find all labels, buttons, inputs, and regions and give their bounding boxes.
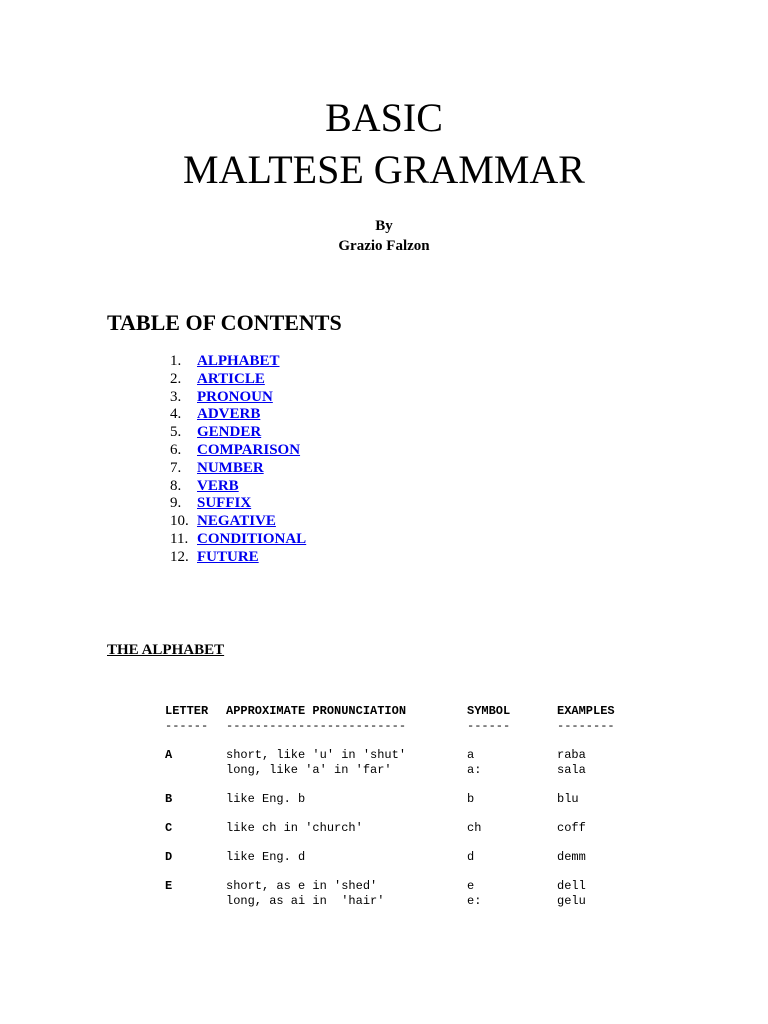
table-header-row: [165, 704, 615, 719]
underline-letter: ------: [165, 719, 209, 733]
toc-number: 1.: [170, 353, 182, 369]
table-row: [165, 792, 579, 807]
cell-pronunciation: like Eng. d: [226, 850, 306, 864]
toc-link-pronoun[interactable]: PRONOUN: [197, 388, 273, 405]
alphabet-table: [165, 704, 615, 909]
table-row: [165, 748, 586, 763]
table-row: [165, 879, 586, 894]
toc-number: 9.: [170, 495, 182, 512]
cell-pronunciation: long, like 'a' in 'far': [226, 763, 392, 777]
header-pronunciation: APPROXIMATE PRONUNCIATION: [226, 704, 407, 718]
toc-item: [170, 442, 306, 460]
cell-letter: C: [165, 821, 173, 835]
underline-examples: --------: [557, 719, 615, 733]
table-header-underline: [165, 719, 615, 734]
toc-link-alphabet[interactable]: ALPHABET: [197, 353, 280, 369]
cell-pronunciation: short, like 'u' in 'shut': [226, 748, 407, 762]
document-title: [0, 92, 768, 196]
toc-number: 3.: [170, 388, 182, 405]
underline-symbol: ------: [467, 719, 511, 733]
cell-letter: B: [165, 792, 173, 806]
cell-symbol: a:: [467, 763, 482, 777]
title-line-2: MALTESE GRAMMAR: [183, 147, 585, 192]
header-symbol: SYMBOL: [467, 704, 511, 718]
toc-link-number[interactable]: NUMBER: [197, 459, 264, 476]
header-letter: LETTER: [165, 704, 209, 718]
table-row: [165, 894, 586, 909]
toc-item: [170, 495, 306, 513]
toc-item: [170, 478, 306, 496]
toc-item: [170, 353, 306, 371]
toc-number: 12.: [170, 548, 189, 565]
cell-letter: D: [165, 850, 173, 864]
toc-number: 6.: [170, 441, 182, 458]
toc-link-comparison[interactable]: COMPARISON: [197, 441, 301, 458]
cell-symbol: a: [467, 748, 475, 762]
alphabet-heading: THE ALPHABET: [107, 642, 225, 658]
toc-link-future[interactable]: FUTURE: [197, 548, 259, 565]
table-row: [165, 821, 586, 836]
toc-item: [170, 406, 306, 424]
toc-item: [170, 549, 306, 567]
cell-example: dell: [557, 879, 586, 893]
toc-number: 7.: [170, 459, 182, 476]
toc-number: 11.: [170, 530, 189, 547]
toc-item: [170, 531, 306, 549]
byline: [0, 216, 768, 256]
cell-example: demm: [557, 850, 586, 864]
cell-example: gelu: [557, 894, 586, 908]
toc-item: [170, 389, 306, 407]
toc-link-negative[interactable]: NEGATIVE: [197, 513, 276, 530]
toc-link-article[interactable]: ARTICLE: [197, 370, 265, 387]
toc-number: 10.: [170, 513, 189, 530]
cell-pronunciation: short, as e in 'shed': [226, 879, 378, 893]
toc-item: [170, 371, 306, 389]
cell-example: coff: [557, 821, 586, 835]
toc-link-suffix[interactable]: SUFFIX: [197, 495, 252, 512]
toc-number: 8.: [170, 477, 182, 494]
by-label: By: [375, 218, 393, 234]
underline-pronunciation: -------------------------: [226, 719, 407, 733]
toc-link-gender[interactable]: GENDER: [197, 424, 262, 441]
toc-number: 2.: [170, 370, 182, 387]
cell-symbol: b: [467, 792, 475, 806]
cell-symbol: d: [467, 850, 475, 864]
cell-pronunciation: long, as ai in 'hair': [226, 894, 385, 908]
cell-example: blu: [557, 792, 579, 806]
cell-pronunciation: like Eng. b: [226, 792, 306, 806]
toc-number: 5.: [170, 424, 182, 441]
author-name: Grazio Falzon: [338, 238, 430, 254]
title-line-1: BASIC: [325, 95, 443, 140]
toc-link-verb[interactable]: VERB: [197, 477, 239, 494]
toc-heading: TABLE OF CONTENTS: [107, 310, 342, 335]
toc-item: [170, 460, 306, 478]
table-row: [165, 850, 586, 865]
toc-item: [170, 513, 306, 531]
cell-example: raba: [557, 748, 586, 762]
cell-letter: E: [165, 879, 173, 893]
toc-item: [170, 424, 306, 442]
cell-letter: A: [165, 748, 173, 762]
toc-link-conditional[interactable]: CONDITIONAL: [197, 530, 307, 547]
cell-symbol: e:: [467, 894, 482, 908]
toc-number: 4.: [170, 406, 182, 423]
header-examples: EXAMPLES: [557, 704, 615, 718]
toc-list: [170, 353, 306, 567]
toc-link-adverb[interactable]: ADVERB: [197, 406, 261, 423]
table-row: [165, 763, 586, 778]
cell-symbol: e: [467, 879, 475, 893]
cell-example: sala: [557, 763, 586, 777]
cell-symbol: ch: [467, 821, 482, 835]
cell-pronunciation: like ch in 'church': [226, 821, 363, 835]
